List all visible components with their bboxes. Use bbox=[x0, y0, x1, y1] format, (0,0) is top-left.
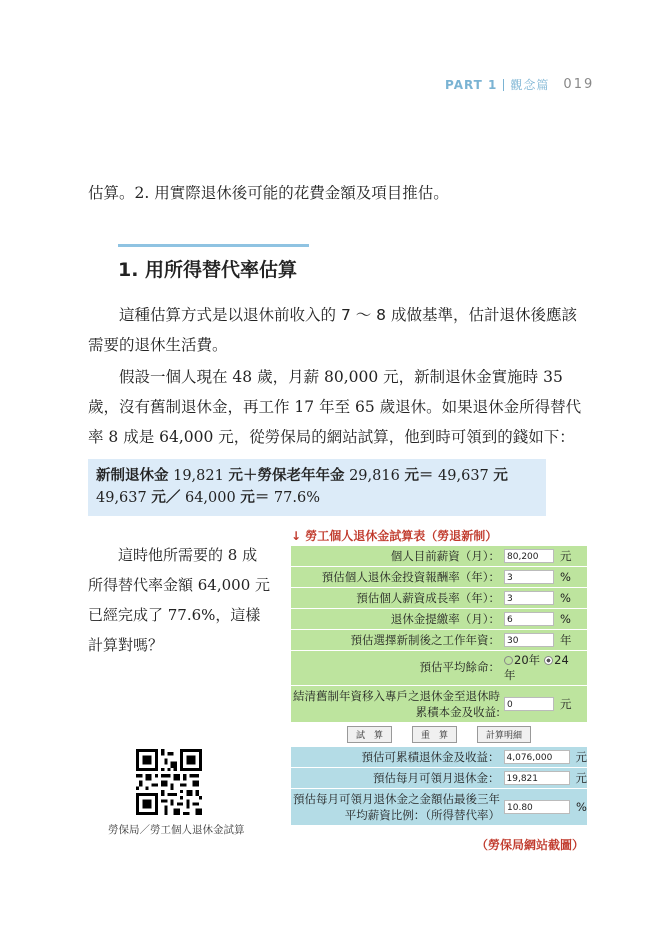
contribution-rate-input[interactable]: 6 bbox=[504, 612, 554, 626]
calc-buttons bbox=[291, 723, 587, 747]
calc-row-monthly: 預估每月可領月退休金： 19,821 元 bbox=[291, 768, 587, 789]
calc-row-work-years: 預估選擇新制後之工作年資： 30 年 bbox=[291, 630, 587, 651]
calculator-title: ↓ 勞工個人退休金試算表（勞退新制） bbox=[291, 529, 498, 543]
calc-row-return-rate: 預估個人退休金投資報酬率（年）： 3 % bbox=[291, 567, 587, 588]
accumulated-output: 4,076,000 bbox=[504, 750, 570, 764]
page-number: 019 bbox=[563, 77, 595, 92]
old-system-input[interactable]: 0 bbox=[504, 697, 554, 711]
work-years-input[interactable]: 30 bbox=[504, 633, 554, 647]
emphasis-text: 退休前收入的 7 ～ 8 成做基準 bbox=[243, 306, 453, 324]
radio-20-years[interactable]: 20年 bbox=[504, 653, 540, 668]
calculate-button[interactable]: 試 算 bbox=[347, 726, 392, 743]
calc-row-salary-growth: 預估個人薪資成長率（年）： 3 % bbox=[291, 588, 587, 609]
highlight-box bbox=[88, 459, 546, 516]
calc-row-life-expectancy: 預估平均餘命： 20年 24 年 bbox=[291, 651, 587, 686]
radio-24-years[interactable]: 24 bbox=[544, 653, 569, 668]
highlight-line-2: 49,637 元／ 64,000 元＝ 77.6% bbox=[96, 490, 321, 506]
detail-button[interactable]: 計算明細 bbox=[477, 726, 531, 743]
monthly-output: 19,821 bbox=[504, 771, 570, 785]
calc-row-contribution: 退休金提繳率（月）： 6 % bbox=[291, 609, 587, 630]
pension-calculator bbox=[291, 546, 587, 826]
salary-input[interactable]: 80,200 bbox=[504, 549, 554, 563]
replacement-ratio-output: 10.80 bbox=[504, 800, 570, 814]
header-divider bbox=[503, 79, 504, 91]
qr-caption: 勞保局／勞工個人退休金試算 bbox=[108, 824, 245, 836]
side-paragraph: 這時他所需要的 8 成 所得替代率金額 64,000 元 已經完成了 77.6%，這樣 計算對嗎？ bbox=[88, 546, 271, 654]
calc-row-old-system: 結清舊制年資移入專戶之退休金至退休時累積本金及收益: 0 元 bbox=[291, 686, 587, 723]
part-label: PART 1 bbox=[445, 77, 498, 92]
section-label: 觀念篇 bbox=[510, 78, 550, 92]
section-title: 1. 用所得替代率估算 bbox=[118, 244, 309, 282]
return-rate-input[interactable]: 3 bbox=[504, 570, 554, 584]
calc-row-salary: 個人目前薪資（月）： 80,200 元 bbox=[291, 546, 587, 567]
screenshot-caption: （勞保局網站截圖） bbox=[476, 838, 585, 852]
paragraph-1: 這種估算方式是以退休前收入的 7 ～ 8 成做基準，估計退休後應該需要的退休生活費。 bbox=[88, 306, 577, 354]
arrow-down-icon: ↓ bbox=[291, 529, 302, 543]
radio-icon bbox=[504, 656, 513, 665]
calc-row-replacement-ratio: 預估每月可領月退休金之金額佔最後三年平均薪資比例：（所得替代率） 10.80 % bbox=[291, 789, 587, 826]
running-header bbox=[445, 76, 594, 93]
calc-row-accumulated: 預估可累積退休金及收益： 4,076,000 元 bbox=[291, 747, 587, 768]
qr-code bbox=[136, 749, 202, 815]
paragraph-2: 假設一個人現在 48 歲，月薪 80,000 元，新制退休金實施時 35 歲，沒有舊制退休金，再工作 17 年至 65 歲退休。如果退休金所得替代率 8 成是 64,000 元，從勞保局的網站試算，他到時可領到的錢如下： bbox=[88, 368, 582, 446]
radio-checked-icon bbox=[544, 656, 553, 665]
salary-growth-input[interactable]: 3 bbox=[504, 591, 554, 605]
intro-paragraph: 估算。2. 用實際退休後可能的花費金額及項目推估。 bbox=[88, 184, 449, 202]
highlight-line-1: 新制退休金 19,821 元＋勞保老年年金 29,816 元＝ 49,637 元 bbox=[96, 468, 508, 484]
reset-button[interactable]: 重 算 bbox=[412, 726, 457, 743]
